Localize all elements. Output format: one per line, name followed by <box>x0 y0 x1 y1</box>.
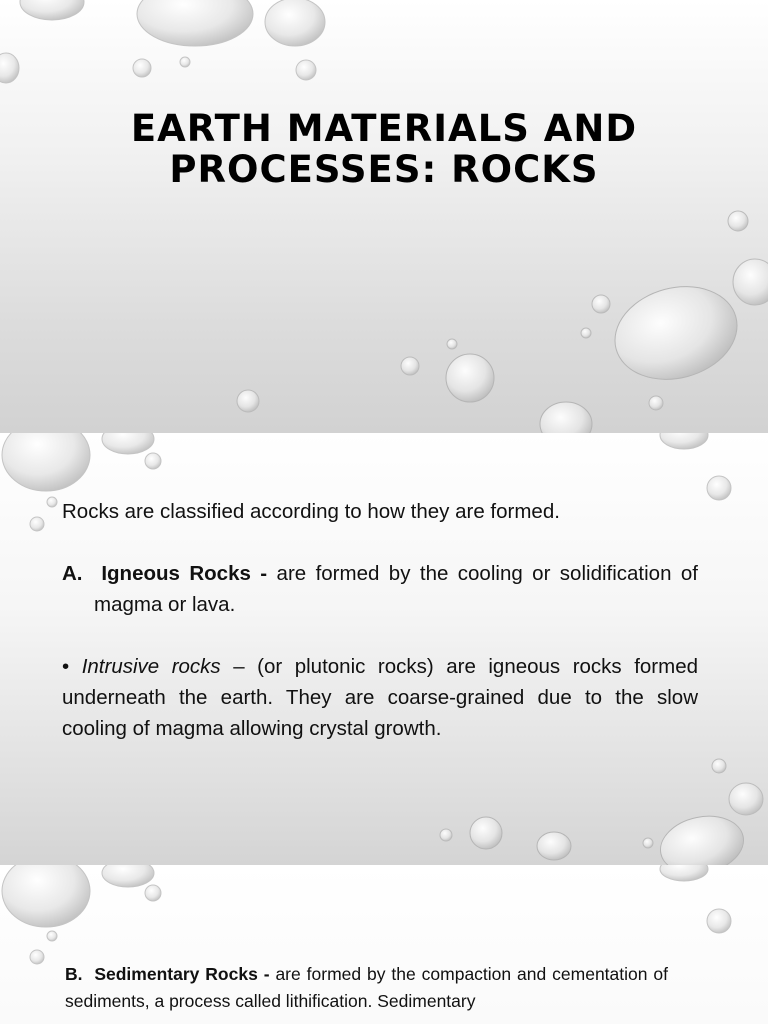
intrusive-rocks-definition: – (or plutonic rocks) are igneous rocks formed underneath the earth. They are coarse-grained due to the slow cooling of magma allowing crystal growth. <box>62 655 699 740</box>
sedimentary-rocks-item <box>65 961 668 1015</box>
bullet-marker: • <box>62 655 82 678</box>
title-slide <box>0 0 768 433</box>
sedimentary-rocks-definition: are formed by the compaction and cementation of sediments, a process called lithification. Sedimentary <box>65 964 668 1011</box>
intro-paragraph: Rocks are classified according to how they are formed. <box>62 500 560 523</box>
igneous-rocks-item <box>62 558 698 620</box>
item-marker: A. <box>62 562 83 585</box>
igneous-rocks-slide <box>0 433 768 865</box>
water-droplets-decoration <box>0 0 768 433</box>
igneous-rocks-definition: are formed by the cooling or solidification of magma or lava. <box>94 562 698 616</box>
item-marker: B. <box>65 964 83 984</box>
slide-title <box>60 108 708 190</box>
sedimentary-rocks-term: Sedimentary Rocks - <box>94 964 270 984</box>
sedimentary-rocks-slide <box>0 865 768 1024</box>
igneous-rocks-term: Igneous Rocks - <box>101 562 268 585</box>
intrusive-rocks-bullet <box>62 651 698 744</box>
intrusive-rocks-term: Intrusive rocks <box>81 655 221 678</box>
title-line-2: PROCESSES: ROCKS <box>169 148 599 191</box>
title-line-1: EARTH MATERIALS AND <box>130 107 638 150</box>
